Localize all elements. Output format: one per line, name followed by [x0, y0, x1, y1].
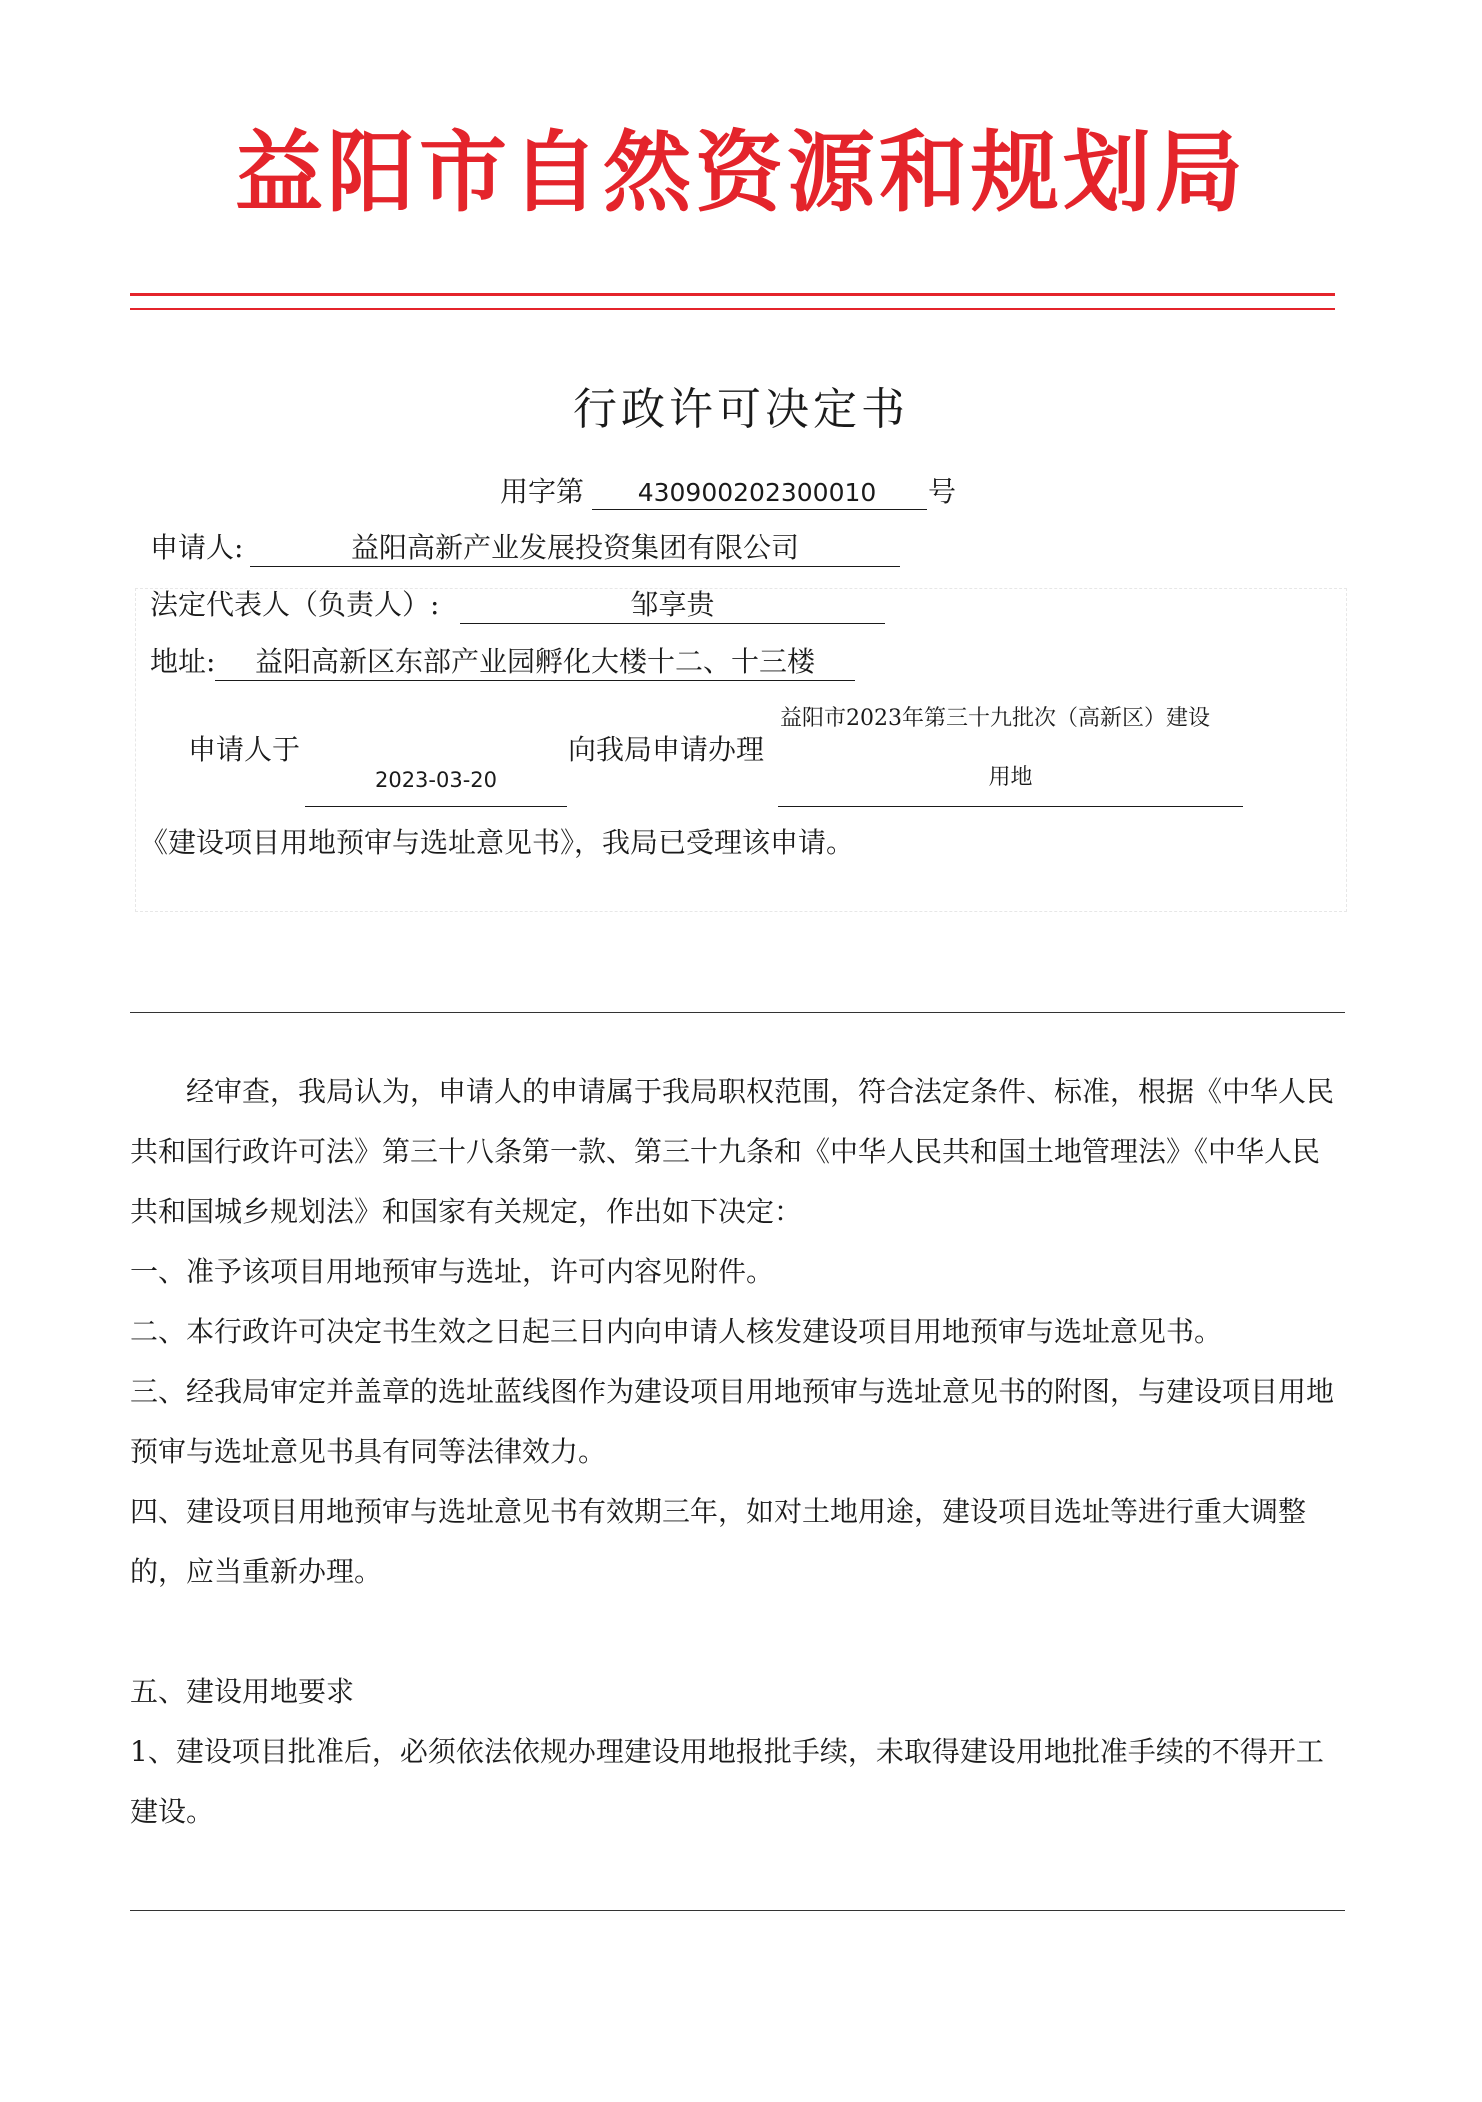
applicant-name: 益阳高新产业发展投资集团有限公司 [350, 531, 799, 564]
application-closing: 《建设项目用地预审与选址意见书》，我局已受理该申请。 [140, 826, 855, 859]
header-red-rule-thin [130, 308, 1335, 310]
decision-intro: 经审查，我局认为，申请人的申请属于我局职权范围，符合法定条件、标准，根据《中华人民共和国行政许可法》第三十八条第一款、第三十九条和《中华人民共和国土地管理法》《中华人民共和国城乡规划法》和国家有关规定，作出如下决定： [130, 1075, 1335, 1228]
header-red-rule [130, 293, 1335, 296]
applicant-label: 申请人: [150, 531, 244, 564]
applicant-underline [250, 566, 900, 567]
address-underline [215, 680, 855, 681]
application-date: 2023-03-20 [374, 768, 498, 792]
section-divider [130, 1012, 1345, 1013]
reference-underline [592, 509, 927, 510]
reference-prefix: 用字第 [500, 475, 585, 508]
reference-suffix: 号 [928, 475, 957, 508]
application-date-underline [305, 806, 567, 807]
legal-rep-underline [460, 623, 885, 624]
address-label: 地址: [150, 645, 216, 678]
decision-item-3: 三、经我局审定并盖章的选址蓝线图作为建设项目用地预审与选址意见书的附图，与建设项目用地预审与选址意见书具有同等法律效力。 [130, 1375, 1335, 1468]
decision-item-2: 二、本行政许可决定书生效之日起三日内向申请人核发建设项目用地预审与选址意见书。 [130, 1315, 1223, 1348]
application-lead: 申请人于 [188, 733, 301, 766]
application-project-line1: 益阳市2023年第三十九批次（高新区）建设 [780, 706, 1210, 731]
application-project-underline [778, 806, 1243, 807]
agency-name: 益阳市自然资源和规划局 [234, 121, 1247, 224]
decision-item-5-heading: 五、建设用地要求 [130, 1675, 355, 1708]
decision-item-1: 一、准予该项目用地预审与选址，许可内容见附件。 [130, 1255, 775, 1288]
bottom-divider [130, 1910, 1345, 1911]
decision-item-4: 四、建设项目用地预审与选址意见书有效期三年，如对土地用途，建设项目选址等进行重大调整的，应当重新办理。 [130, 1495, 1307, 1588]
legal-rep-name: 邹享贵 [630, 588, 715, 621]
decision-item-5-1: 1、建设项目批准后，必须依法依规办理建设用地报批手续，未取得建设用地批准手续的不得开工建设。 [130, 1735, 1324, 1828]
application-project-line2: 用地 [988, 765, 1033, 790]
document-title: 行政许可决定书 [573, 384, 909, 435]
address-value: 益阳高新区东部产业园孵化大楼十二、十三楼 [254, 645, 815, 678]
application-middle: 向我局申请办理 [568, 733, 765, 766]
reference-number: 430900202300010 [637, 478, 877, 507]
legal-rep-label: 法定代表人（负责人）: [150, 588, 440, 621]
